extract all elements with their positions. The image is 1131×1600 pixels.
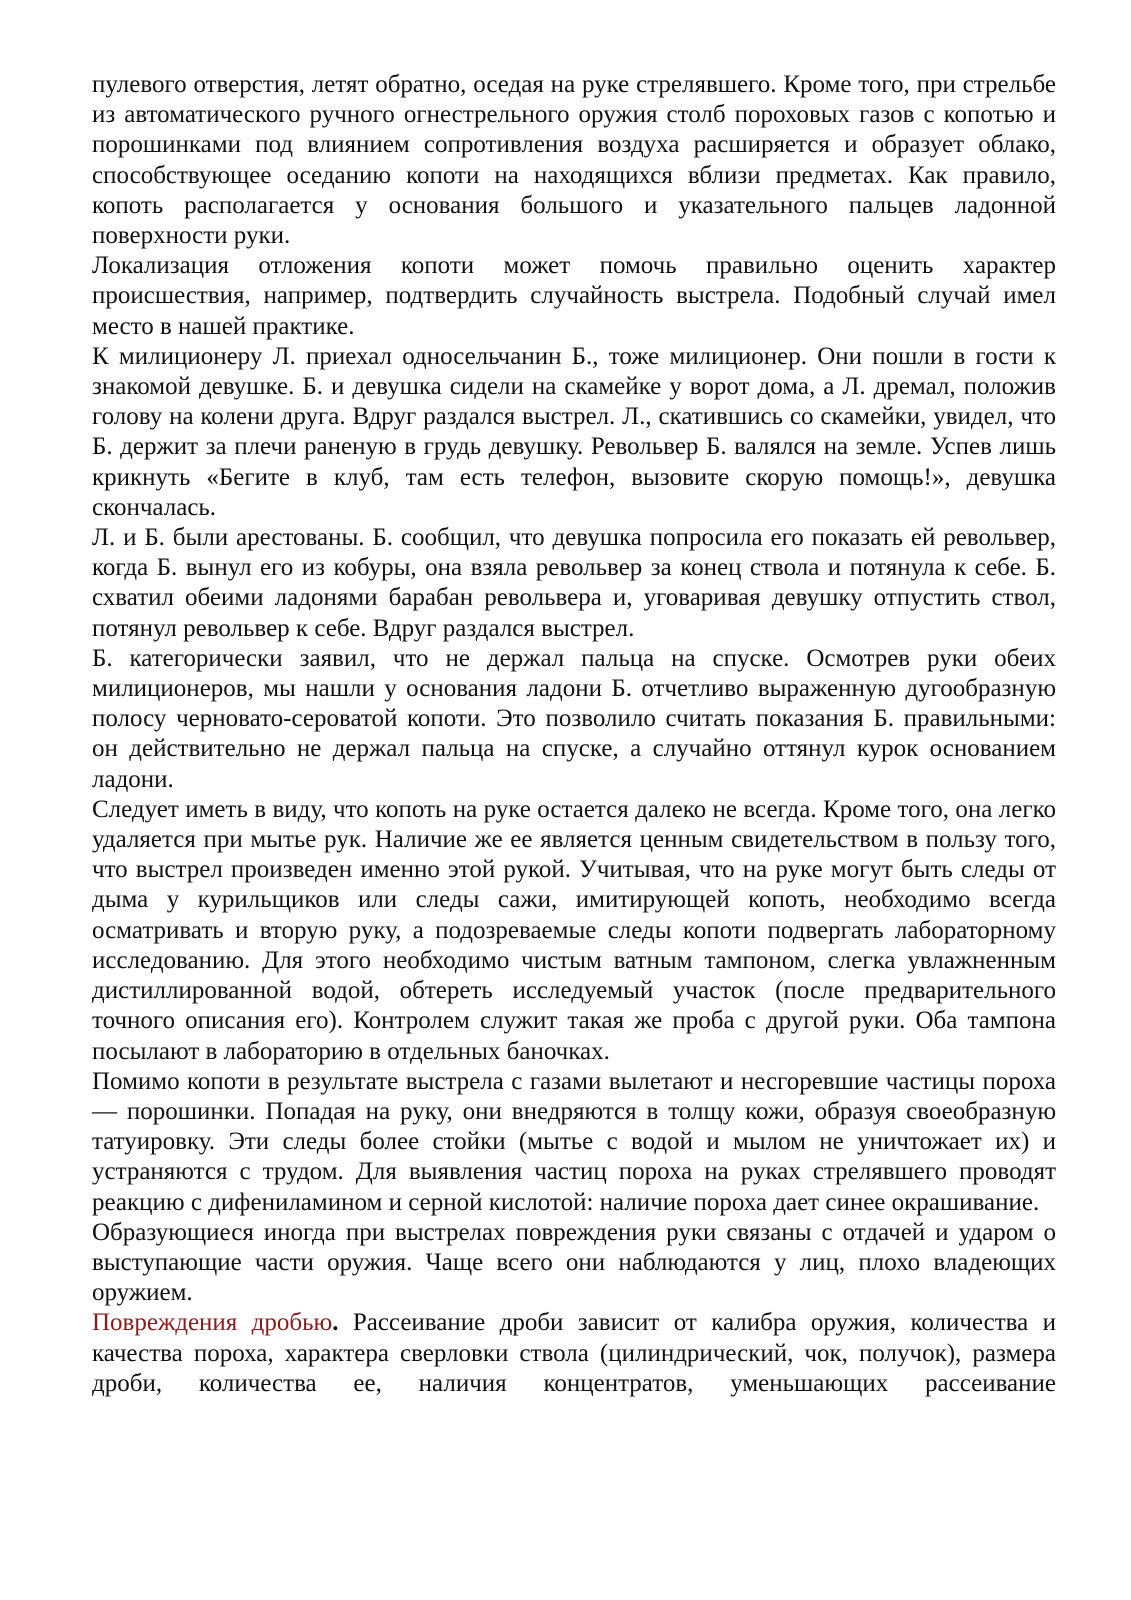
document-page — [92, 70, 1056, 1399]
section-heading-dot: . — [332, 1309, 339, 1337]
paragraph-5: Б. категорически заявил, что не держал пальца на спуске. Осмотрев руки обеих милиционеров, мы нашли у основания ладони Б. отчетливо выраженную дугообразную полосу черновато-сероватой копоти. Это позволило считать показания Б. правильными: он действительно не держал пальца на спуске, а случайно оттянул курок основанием ладони. — [92, 644, 1056, 793]
section-text: Рассеивание дроби зависит от калибра оружия, количества и качества пороха, характера сверловки ствола (цилиндрический, чок, получок), размера дроби, количества ее, наличия концентратов, уменьшающих рассеивание — [92, 1309, 1056, 1397]
paragraph-shot-injuries — [92, 1308, 1056, 1399]
paragraph-2: Локализация отложения копоти может помочь правильно оценить характер происшествия, например, подтвердить случайность выстрела. Подобный случай имел место в нашей практике. — [92, 252, 1056, 340]
paragraph-7: Помимо копоти в результате выстрела с газами вылетают и несгоревшие частицы пороха — порошинки. Попадая на руку, они внедряются в толщу кожи, образуя своеобразную татуировку. Эти следы более стойки (мытье с водой и мылом не уничтожает их) и устраняются с трудом. Для выявления частиц пороха на руках стрелявшего проводят реакцию с дифениламином и серной кислотой: наличие пороха дает синее окрашивание. — [92, 1067, 1056, 1216]
paragraph-4: Л. и Б. были арестованы. Б. сообщил, что девушка попросила его показать ей револьвер, когда Б. вынул его из кобуры, она взяла револьвер за конец ствола и потянула к себе. Б. схватил обеими ладонями барабан револьвера и, уговаривая девушку отпустить ствол, потянул револьвер к себе. Вдруг раздался выстрел. — [92, 524, 1056, 642]
section-heading: Повреждения дробью — [92, 1309, 333, 1337]
paragraph-1: пулевого отверстия, летят обратно, оседая на руке стрелявшего. Кроме того, при стрельбе из автоматического ручного огнестрельного оружия столб пороховых газов с копотью и порошинками под влиянием сопротивления воздуха расширяется и образует облако, способствующее оседанию копоти на находящихся вблизи предметах. Как правило, копоть располагается у основания большого и указательного пальцев ладонной поверхности руки. — [92, 71, 1056, 250]
paragraph-3: К милиционеру Л. приехал односельчанин Б., тоже милиционер. Они пошли в гости к знакомой девушке. Б. и девушка сидели на скамейке у ворот дома, а Л. дремал, положив голову на колени друга. Вдруг раздался выстрел. Л., скатившись со скамейки, увидел, что Б. держит за плечи раненую в грудь девушку. Револьвер Б. валялся на земле. Успев лишь крикнуть «Бегите в клуб, там есть телефон, вызовите скорую помощь!», девушка скончалась. — [92, 342, 1056, 521]
paragraph-6: Следует иметь в виду, что копоть на руке остается далеко не всегда. Кроме того, она легко удаляется при мытье рук. Наличие же ее является ценным свидетельством в пользу того, что выстрел произведен именно этой рукой. Учитывая, что на руке могут быть следы от дыма у курильщиков или следы сажи, имитирующей копоть, необходимо всегда осматривать и вторую руку, а подозреваемые следы копоти подвергать лабораторному исследованию. Для этого необходимо чистым ватным тампоном, слегка увлажненным дистиллированной водой, обтереть исследуемый участок (после предварительного точного описания его). Контролем служит такая же проба с другой руки. Оба тампона посылают в лабораторию в отдельных баночках. — [92, 795, 1056, 1065]
paragraph-8: Образующиеся иногда при выстрелах повреждения руки связаны с отдачей и ударом о выступающие части оружия. Чаще всего они наблюдаются у лиц, плохо владеющих оружием. — [92, 1218, 1056, 1307]
